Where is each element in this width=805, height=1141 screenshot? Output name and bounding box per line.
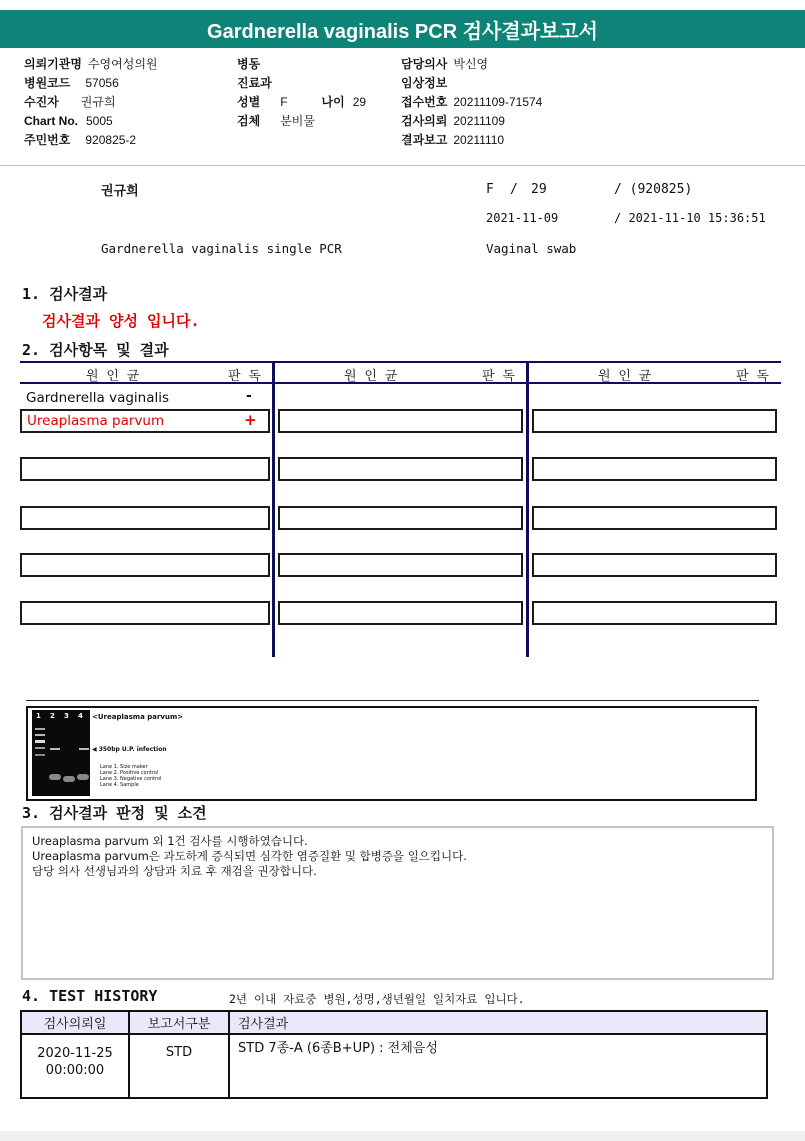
opinion-line: 담당 의사 선생님과의 상담과 치료 후 재검을 권장합니다. [32,864,317,878]
column-divider [272,361,275,657]
opinion-line: Ureaplasma parvum 외 1건 검사를 시행하였습니다. [32,834,308,848]
gel-band [50,748,60,750]
doctor-value: 박신영 [453,57,489,71]
arrow-left-icon: ◀ [92,746,99,753]
gel-lane-number: 1 [36,712,41,720]
institution-label: 의뢰기관명 [24,57,82,71]
history-date: 2020-11-25 [37,1046,113,1061]
gel-legend-item: Lane 4. Sample [100,782,139,788]
history-date-cell [21,1034,129,1098]
section1-title: 1. 검사결과 [22,285,108,303]
receipt-no-label: 접수번호 [401,95,448,109]
report-date-label: 결과보고 [401,133,448,147]
gel-band [35,740,45,743]
summary-birth: / (920825) [614,182,693,197]
history-type: STD [129,1034,229,1098]
result-row-box [532,506,777,530]
specimen-label: 검체 [237,114,261,128]
gel-band [79,748,89,750]
gel-lane-number: 3 [64,712,69,720]
gel-image [32,710,184,796]
organism-col-header: 원 인 균 [86,369,140,384]
summary-sex: F [486,182,494,197]
result-row-box [20,553,270,577]
request-date-label: 검사의뢰 [401,114,448,128]
result-row-box [20,506,270,530]
section4-title: 4. TEST HISTORY [22,987,158,1005]
history-header-type: 보고서구분 [129,1011,229,1034]
judge-col-header: 판 독 [482,369,515,384]
result-row-box [278,601,523,625]
gel-legend [100,764,161,788]
gel-band [35,734,45,736]
summary-block [0,172,805,267]
result-row-box [20,457,270,481]
column-divider [526,361,529,657]
gel-band [77,774,89,780]
gel-marker-text: 350bp U.P. infection [98,746,167,753]
summary-test-name: Gardnerella vaginalis single PCR [101,241,342,256]
result-row-box [278,506,523,530]
gel-divider [26,700,759,701]
clinical-label: 임상정보 [401,76,448,90]
header-col-1 [24,55,158,150]
summary-date-request: 2021-11-09 [486,211,559,225]
result-row-box [20,409,270,433]
hospital-code-value: 57056 [85,76,119,90]
organism-name: Gardnerella vaginalis [26,390,170,406]
header-info [0,50,805,166]
history-header-row [21,1011,767,1034]
organism-col-header: 원 인 균 [344,369,398,384]
gel-legend-item: Lane 1. Size maker [100,764,148,770]
gel-band [63,776,75,782]
result-row-box [278,553,523,577]
history-note: 2년 이내 자료중 병원,성명,생년월일 일치자료 입니다. [229,992,525,1006]
result-row-box [532,601,777,625]
gel-marker [92,746,167,753]
age-label: 나이 [321,95,345,109]
result-positive-text: 검사결과 양성 입니다. [42,312,200,330]
report-date-value: 20211110 [453,133,505,147]
sex-value: F [280,95,288,109]
organism-result: - [246,388,252,404]
result-table [20,361,781,657]
judge-col-header: 판 독 [736,369,769,384]
result-row-box [278,409,523,433]
summary-age: 29 [531,182,547,197]
ward-label: 병동 [237,57,261,71]
request-date-value: 20211109 [453,114,505,128]
header-col-2 [237,55,387,131]
organism-col-header: 원 인 균 [598,369,652,384]
gel-band [35,747,45,749]
summary-date-report: / 2021-11-10 15:36:51 [614,211,766,225]
chart-no-label: Chart No. [24,114,78,128]
organism-result-positive: + [244,411,257,429]
opinion-line: Ureaplasma parvum은 과도하게 증식되면 심각한 염증질환 및 합병증을 일으킵니다. [32,849,467,863]
age-value: 29 [352,95,367,109]
result-row-box [278,457,523,481]
gel-lane-number: 2 [50,712,55,720]
gel-band [35,754,45,756]
summary-slash: / [510,182,518,197]
hospital-code-label: 병원코드 [24,76,71,90]
sex-label: 성별 [237,95,261,109]
section2-title: 2. 검사항목 및 결과 [22,341,169,359]
doctor-label: 담당의사 [401,57,448,71]
history-header-result: 검사결과 [229,1011,767,1034]
resident-no-label: 주민번호 [24,133,71,147]
opinion-box [21,826,774,980]
patient-value: 권규희 [80,95,116,109]
dept-label: 진료과 [237,76,272,90]
history-result: STD 7종-A (6종B+UP) : 전체음성 [229,1034,767,1098]
history-time: 00:00:00 [45,1063,105,1078]
organism-name-positive: Ureaplasma parvum [27,413,165,429]
resident-no-value: 920825-2 [85,133,137,147]
gel-lanes [32,710,90,796]
gel-title: <Ureaplasma parvum> [92,713,184,721]
judge-col-header: 판 독 [228,369,261,384]
header-col-3 [401,55,542,150]
gel-band [49,774,61,780]
report-title: Gardnerella vaginalis PCR 검사결과보고서 [0,10,805,48]
history-table [20,1010,768,1099]
result-row-box [532,553,777,577]
result-row-box [532,409,777,433]
gel-legend-item: Lane 2. Positive control [100,770,159,776]
history-row [21,1034,767,1098]
result-row-box [532,457,777,481]
section3-title: 3. 검사결과 판정 및 소견 [22,804,207,822]
specimen-value: 분비물 [280,114,315,128]
page-bottom-bar [0,1131,805,1141]
gel-legend-item: Lane 3. Negative control [100,776,162,782]
result-row-box [20,601,270,625]
gel-lane-number: 4 [78,712,83,720]
gel-band [35,728,45,730]
chart-no-value: 5005 [86,114,113,128]
summary-name: 권규희 [101,184,139,199]
history-header-date: 검사의뢰일 [21,1011,129,1034]
table-top-rule [20,361,781,363]
institution-value: 수영여성의원 [87,57,158,71]
patient-label: 수진자 [24,95,59,109]
summary-specimen: Vaginal swab [486,241,577,256]
receipt-no-value: 20211109-71574 [453,95,543,109]
